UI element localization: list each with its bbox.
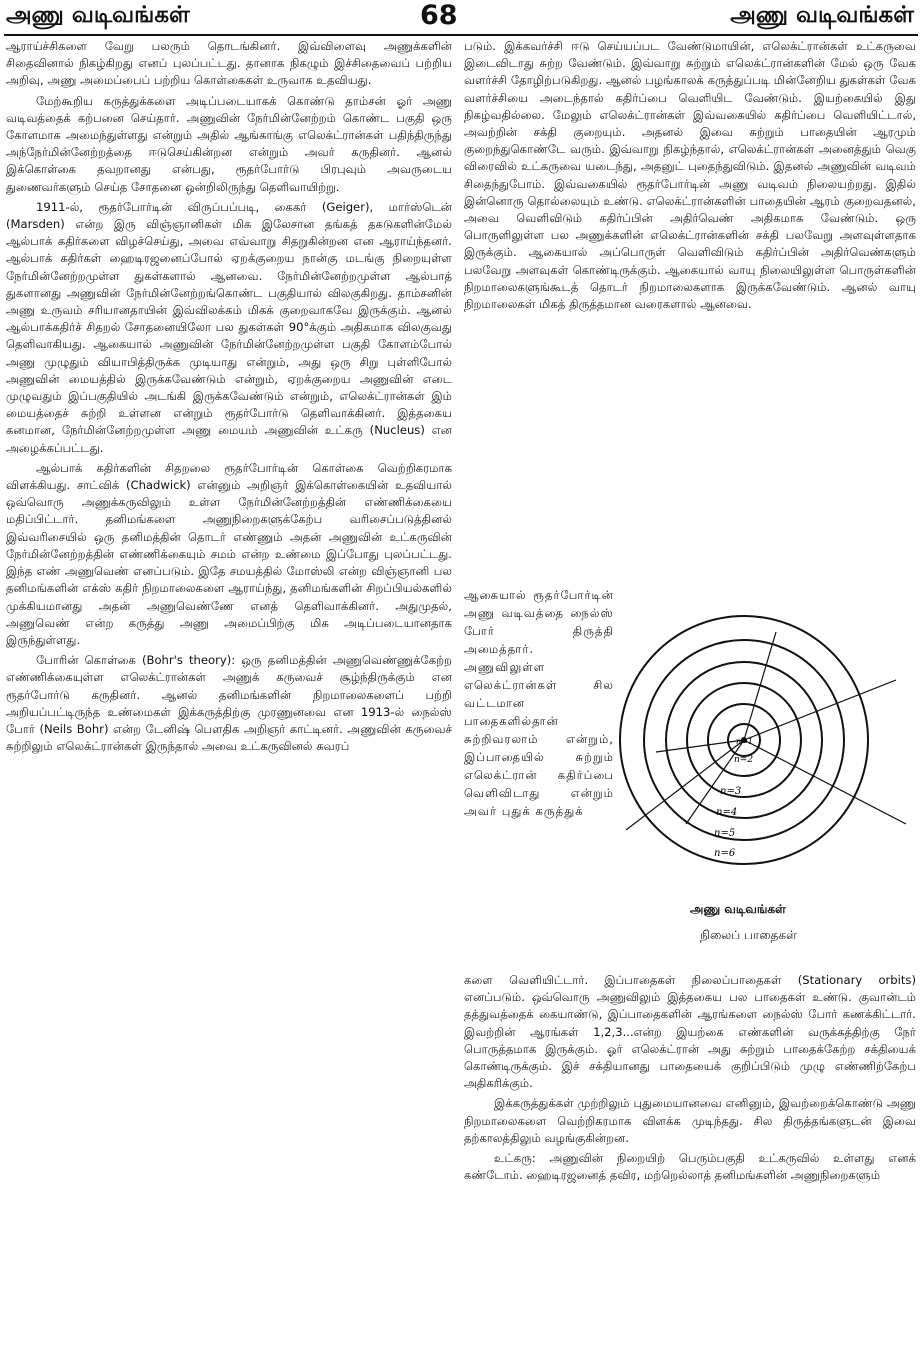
orbit-label: n=2 — [734, 755, 754, 765]
paragraph: ஆல்பாக் கதிர்களின் சிதறலை ரூதர்போர்டின் கொள்கை வெற்றிகரமாக விளக்கியது. சாட்விக் (Chadwick) என்னும் அறிஞர் இக்கொள்கையின் உதவியால் ஒவ்வொரு அணுக்கருவிலும் உள்ள நேர்மின்னேற்றத்தின் எண்ணிக்கையை மதிப்பிட்டார். தனிமங்களை அணுநிறைகளுக்கேற்ப வரிசைப்படுத்தினல் இவ்வரிசையில் ஒரு தனிமத்தின் தொடர் எண்ணும் அதன் அணுவின் உட்கருவின் நேர்மின்னேற்றத்தின் எண்ணிக்கையும் சமம் என்ற உண்மை இப்போது புலப்பட்டது. இந்த எண் அணுவெண் எனப்படும். இதே சமயத்தில் மோஸ்லி என்ற விஞ்ஞானி பல தனிமங்களின் எக்ஸ் கதிர் நிறமாலைகளை ஆராய்ந்து, தனிமங்களின் சிறப்பியல்களில் முக்கியமானது அதன் அணுவெண்ணே எனத் தெளிவாக்கினர். அதுமுதல், அணுவெண் என்ற கருத்து அணு அமைப்பிற்கு மிக அடிப்படையானதாக இருந்துள்ளது. — [6, 460, 452, 647]
orbit-label: n=3 — [720, 786, 742, 797]
transition-line — [744, 632, 776, 740]
bohr-orbits-figure — [616, 592, 916, 874]
paragraph: போரின் கொள்கை (Bohr's theory): ஒரு தனிமத்தின் அணுவெண்ணுக்கேற்ற எண்ணிக்கையுள்ள எலெக்ட்ரான்கள் அணுக் கருவைச் சூழ்ந்திருக்கும் என ரூதர்போர்டு கருதினர். ஆனல் தனிமங்களின் நிறமாலைகளைப் பற்றி அறியப்பட்டிருந்த உண்மைகள் இக்கருத்திற்கு முரணுனவை என 1913-ல் நைல்ஸ் போர் (Neils Bohr) என்ற டேனிஷ் பௌதிக அறிஞர் காட்டினர். அணுவின் கருவைச் சுற்றிலும் எலெக்ட்ரான்கள் இருந்தால் அவை உட்கருவினல் கவரப் — [6, 653, 452, 754]
orbit-label: n=5 — [714, 828, 736, 839]
orbit-label: n=4 — [716, 807, 738, 818]
right-column-bottom — [464, 972, 916, 1184]
paragraph: 1911-ல், ரூதர்போர்டின் விருப்பப்படி, கைகர் (Geiger), மார்ஸ்டென் (Marsden) என்ற இரு விஞ்ஞானிகள் மிக இலேசான தங்கத் தகடுகளின்மேல் ஆல்பாக் கதிர்களை விழச்செய்து, அவை எவ்வாறு சிதறுகின்றன என ஆராய்ந்தனர். ஆல்பாக் கதிர்கள் ஹைடிரஜனைப்போல் ஏறக்குறைய நான்கு மடங்கு நிறையுள்ள நேர்மின்னேற்றமுள்ள துகள்களால் ஆனவை. நேர்மின்னேற்றமுள்ள ஆல்பாத் துகளானது அணுவின் நேர்மின்னேற்றங்கொண்ட பகுதியால் விலகுகிறது. தாம்சனின் அணு உருவம் சரியானதாயின் இவ்விலக்கம் மிகக் குறைவாகவே இருக்கும். ஆனல் ஆல்பாக்கதிர்ச் சிதறல் சோதனையிலோ பல துகள்கள் 90°க்கும் அதிகமாக விலகுவது தெளிவாகியது. ஆகையால் அணுவின் நேர்மின்னேற்றமுள்ள பகுதி கோளம்போல் அணு முழுதும் வியாபித்திருக்க முடியாது என்றும், அது ஒரு சிறு புள்ளிபோல் அணுவின் மையத்தில் இருக்கவேண்டும் என்றும், ஏறக்குறைய அணுவின் எடை முழுவதும் இப்பகுதியில் அடங்கி இருக்கவேண்டும் என்றும், எலெக்ட்ரான்கள் இம் மையத்தைச் சுற்றி உள்ளன என்றும் ரூதர்போர்டு தெளிவாக்கினர். இத்தகைய கனமான, நேர்மின்னேற்றமுள்ள அணு மையம் அணுவின் உட்கரு (Nucleus) என அழைக்கப்பட்டது. — [6, 199, 452, 455]
paragraph: ஆராய்ச்சிகளை வேறு பலரும் தொடங்கினர். இவ்விளைவு அணுக்களின் சிதைவினால் நிகழ்கிறது எனப் புலப்பட்டது. தானாக நிகழும் இச்சிதைவைப் பற்றிய அறிவு, அணு அமைப்பைப் பற்றிய கொள்கைகள் உருவாக உதவியது. — [6, 39, 452, 88]
running-title-right: அணு வடிவங்கள் — [730, 2, 914, 28]
figure-caption-subtitle: நிலைப் பாதைகள் — [700, 928, 797, 942]
header-rule — [4, 34, 918, 36]
right-column-top — [464, 38, 916, 313]
figure-side-text — [464, 586, 614, 820]
transition-line — [744, 680, 896, 740]
paragraph: மேற்கூறிய கருத்துக்களை அடிப்படையாகக் கொண்டு தாம்சன் ஓர் அணு வடிவத்தைக் கற்பனை செய்தார். அணுவின் நேர்மின்னேற்றம் கொண்ட பகுதி ஒரு கோளமாக அமைந்துள்ளது என்றும் அதில் ஆங்காங்கு எலெக்ட்ரான்கள் பதிந்திருந்து அந்நேர்மின்னேற்றத்தை ஈடுசெய்கின்றன என்றும் அவர் கருதினர். ஆனல் இக்கொள்கை தவறானது என்பது, ரூதர்போர்டு பிரபுவும் அவருடைய துணைவர்களும் செய்த சோதனை ஒன்றிலிருந்து தெளிவாயிற்று. — [6, 93, 452, 194]
orbit-label: n=1 — [736, 737, 753, 746]
orbit-label: n=6 — [714, 848, 736, 859]
figure-caption-title: அணு வடிவங்கள் — [690, 902, 786, 916]
paragraph: உட்கரு: அணுவின் நிறையிற் பெரும்பகுதி உட்கருவில் உள்ளது எனக் கண்டோம். ஹைடிரஜனைத் தவிர, மற்றெல்லாத் தனிமங்களின் அணுநிறைகளும் — [464, 1151, 916, 1183]
transition-line — [744, 740, 906, 824]
paragraph: இக்கருத்துக்கள் முற்றிலும் புதுமையானவை எனினும், இவற்றைக்கொண்டு அணு நிறமாலைகளை வெற்றிகரமாக விளக்க முடிந்தது. சில திருத்தங்களுடன் இவை தற்காலத்திலும் வழங்குகின்றன. — [464, 1096, 916, 1145]
left-column — [6, 38, 452, 755]
paragraph: ஆகையால் ரூதர்போர்டின் அணு வடிவத்தை நைல்ஸ் போர் திருத்தி அமைத்தார். அணுவிலுள்ள எலெக்ட்ரான்கள் சில வட்டமான பாதைகளில்தான் சுற்றிவரலாம் என்றும், இப்பாதையில் சுற்றும் எலெக்ட்ரான் கதிர்ப்பை வெளிவிடாது என்றும் அவர் புதுக் கருத்துக் — [464, 588, 614, 818]
paragraph: படும். இக்கவர்ச்சி ஈடு செய்யப்பட வேண்டுமாயின், எலெக்ட்ரான்கள் உட்கருவை இடைவிடாது சுற்ற வேண்டும். இவ்வாறு சுற்றும் எலெக்ட்ரான்களின் மேல் ஒரு வேக வளர்ச்சி தோழிற்படுகிறது. ஆனல் பழங்காலக் கருத்துப்படி மின்னேறிய துகள்கள் வேக வளர்ச்சியை அடைந்தால் கதிர்ப்பை வெளியிட வேண்டும். இயற்கையில் இது நிகழ்வதில்லை. மேலும் எலெக்ட்ரான்கள் இவ்வகையில் கதிர்ப்பை வெளியிட்டால், அவற்றின் சக்தி குறையும். அதனல் இவை சுற்றும் பாதையின் ஆரமும் குறைந்துகொண்டே வரும். இவ்வாறு நிகழ்ந்தால், எலெக்ட்ரான்கள் அனைத்தும் வெகு விரைவில் உட்கருவை யடைந்து, அதனுட் புதைந்துவிடும். இதனல் அணுவின் வடிவம் சிதைந்துபோம். இவ்வகையில் ரூதர்போர்டின் அணு வடிவம் நிலையற்றது. இதில் இன்னொரு தொல்லையும் உண்டு. எலெக்ட்ரான்களின் பாதையின் ஆரம் குறைவதனல், அவை வெளிவிடும் கதிர்ப்பின் அதிர்வெண் அதிகமாக வேண்டும். ஒரு பொருளிலுள்ள பல அணுக்களின் எலெக்ட்ரான்களின் சக்தி பலவேறு அளவுள்ளதாக இருக்கும். ஆகையால் அப்பொருள் வெளிவிடும் கதிர்ப்பின் அதிர்வெண்களும் பலவேறு அளவுகள் கொண்டிருக்கும். ஆகையால் வாயு நிலையிலுள்ள பொருள்களின் நிறமாலைகளுங்கூடத் தொடர் நிறமாலைகளாக இருக்கவேண்டும். ஆனல் வாயு நிறமாலைகள் மிகத் திருத்தமான வரைகளால் ஆனவை. — [464, 39, 916, 312]
page-number: 68 — [420, 0, 458, 31]
page-header — [0, 0, 922, 34]
running-title-left: அணு வடிவங்கள் — [6, 2, 190, 28]
paragraph: களை வெளியிட்டார். இப்பாதைகள் நிலைப்பாதைகள் (Stationary orbits) எனப்படும். ஒவ்வொரு அணுவிலும் இத்தகைய பல பாதைகள் உண்டு. குவான்டம் தத்துவத்தைக் கையாண்டு, இப்பாதைகளின் ஆரங்களை நைல்ஸ் போர் கணக்கிட்டார். இவற்றின் ஆரங்கள் 1,2,3...என்ற இயற்கை எண்களின் வருக்கத்திற்கு நேர் பொருத்தமாக இருக்கும். ஓர் எலெக்ட்ரான் அது சுற்றும் பாதைக்கேற்ற சக்தியைக் கொண்டிருக்கும். இச் சக்தியானது பாதையைக் குறிப்பிடும் முழு எண்ணிற்கேற்ப அதிகரிக்கும். — [464, 973, 916, 1091]
